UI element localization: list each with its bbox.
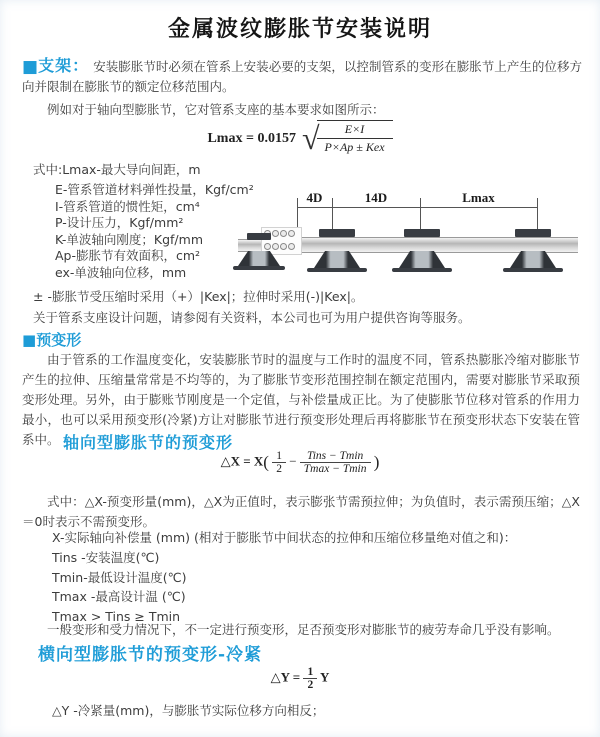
pipe <box>262 237 578 253</box>
lmax-formula-lhs: Lmax = 0.0157 <box>207 130 296 146</box>
support-clamp <box>404 229 440 237</box>
half-numerator: 1 <box>272 450 286 463</box>
temp-definition-item: Tmax > Tins ≥ Tmin <box>52 608 181 624</box>
predeform-paragraph: 由于管系的工作温度变化，安装膨胀节时的温度与工作时的温度不同，管系热膨胀冷缩对膨胀节产生的拉伸、压缩量常常是不均等的，为了膨胀节变形范围控制在额定范围内，需要对膨胀节采取预变形处理。另外，由于膨账节刚度是一个定值，与补偿量成正比。为了使膨胀节位移对管系的作用力最小，也可以采用预变形(冷紧)方让对膨胀节进行预变形处理后再将膨胀节在预变形状态下安装在管系中。 <box>22 352 580 447</box>
support-section-intro <box>22 56 582 96</box>
dimension-tick <box>420 198 421 231</box>
definition-item: Ap-膨胀节有效面积，cm² <box>55 248 201 264</box>
bellows-coil <box>280 230 287 237</box>
lateral-formula-rhs: Y <box>319 669 330 685</box>
support-intro-text: 安装膨胀节时必须在管系上安装必要的支架，以控制管系的变形在膨胀节上产生的位移方向并限制在膨胀节的额定位移范围内。 <box>22 59 582 94</box>
support-clamp <box>515 229 551 237</box>
temperature-definitions <box>52 548 187 626</box>
lmax-formula-denominator: P×Ap ± Kex <box>324 140 385 154</box>
dim-label-14d: 14D <box>364 190 388 205</box>
section-square-icon: ■ <box>22 57 39 77</box>
axial-formula-pre: △X = X <box>220 453 264 469</box>
lmax-formula-numerator: E×I <box>317 121 393 139</box>
lateral-half-fraction <box>303 666 317 691</box>
definitions-list <box>55 182 254 282</box>
temp-fraction-denominator: Tmax − Tmin <box>303 463 367 475</box>
dim-label-lmax: Lmax <box>462 190 495 205</box>
support-base <box>392 268 452 272</box>
bellows-coil <box>272 230 279 237</box>
dimension-line <box>297 207 537 208</box>
support-clamp <box>319 229 355 237</box>
definition-item: P-设计压力，Kgf/mm² <box>55 215 184 231</box>
half-denominator: 2 <box>276 463 282 475</box>
temp-definition-item: Tmax -最高设计温 (℃) <box>52 589 186 604</box>
axial-formula <box>0 450 600 475</box>
definition-item: E-管系管道材料弹性投量，Kgf/cm² <box>55 182 254 197</box>
definition-item: I-管系管道的惯性矩，cm⁴ <box>55 198 200 214</box>
bellows-coil <box>288 243 295 250</box>
support-example-line: 例如对于轴向型膨胀节，它对管系支座的基本要求如图所示： <box>47 102 385 117</box>
support-saddle <box>399 251 445 268</box>
sqrt-sign: √ <box>301 120 320 156</box>
lmax-formula <box>0 120 600 156</box>
bellows-coil <box>264 243 271 250</box>
minus-sign: − <box>289 453 297 469</box>
right-paren: ) <box>373 452 380 472</box>
predeform-section-heading <box>22 329 81 350</box>
temp-fraction-numerator: Tins − Tmin <box>300 450 371 463</box>
cold-tightening-note: △Y -冷紧量(mm)，与膨胀节实际位移方向相反； <box>52 703 325 718</box>
definitions-prefix: 式中:Lmax-最大导向间距，m <box>33 162 201 177</box>
lateral-formula-lhs: △Y = <box>270 669 301 685</box>
consulting-note: 关于管系支座设计问题，请参阅有关资料，本公司也可为用户提供咨询等服务。 <box>33 310 471 325</box>
support-saddle <box>314 251 360 268</box>
definition-item: K-单波轴向刚度；Kgf/mm <box>55 231 203 247</box>
axial-predeform-heading: 轴向型膨胀节的预变形 <box>63 433 234 452</box>
lmax-formula-fraction <box>317 120 393 156</box>
bellows-coil <box>280 243 287 250</box>
support-section-label: 支架： <box>38 56 90 75</box>
sign-convention-note: ± -膨胀节受压缩时采用（+）|Kex|；拉伸时采用(-)|Kex|。 <box>33 289 364 304</box>
support-saddle <box>510 251 556 268</box>
bellows-joint <box>261 227 302 255</box>
temp-fraction <box>300 450 371 475</box>
x-definition: X-实际轴向补偿量 (mm) (相对于膨胀节中间状态的拉伸和压缩位移量绝对值之和)： <box>52 530 517 545</box>
temp-definition-item: Tmin-最低设计温度(℃) <box>52 569 187 585</box>
half-fraction <box>272 450 286 475</box>
definition-item: ex-单波轴向位移，mm <box>55 264 187 280</box>
axial-formula-explanation: 式中：△X-预变形量(mm)，△X为正值时，表示膨张节需预拉伸；为负值时，表示需预压缩；△X＝0时表示不需预变形。 <box>22 494 580 529</box>
support-base <box>307 268 367 272</box>
bellows-coil <box>272 243 279 250</box>
dimension-tick <box>297 198 298 229</box>
section-square-icon: ■ <box>22 331 37 349</box>
lateral-formula <box>0 666 600 691</box>
lateral-denominator: 2 <box>307 679 314 691</box>
page-title: 金属波纹膨胀节安装说明 <box>167 17 432 42</box>
lateral-predeform-heading: 横向型膨胀节的预变形-冷紧 <box>38 645 263 665</box>
temp-definition-item: Tins -安装温度(℃) <box>52 550 160 565</box>
lateral-numerator: 1 <box>303 666 317 679</box>
bellows-coil <box>264 230 271 237</box>
left-paren: ( <box>263 452 269 472</box>
predeform-section-label: 预变形 <box>36 331 82 349</box>
support-base <box>503 268 563 272</box>
dimension-tick <box>537 198 538 231</box>
general-deformation-note: 一般变形和受力情况下，不一定进行预变形，足否预变形对膨胀节的疲劳寿命几乎没有影响。 <box>47 622 560 637</box>
dim-label-4d: 4D <box>306 190 323 205</box>
bellows-coil <box>288 230 295 237</box>
dimension-tick <box>332 198 333 231</box>
